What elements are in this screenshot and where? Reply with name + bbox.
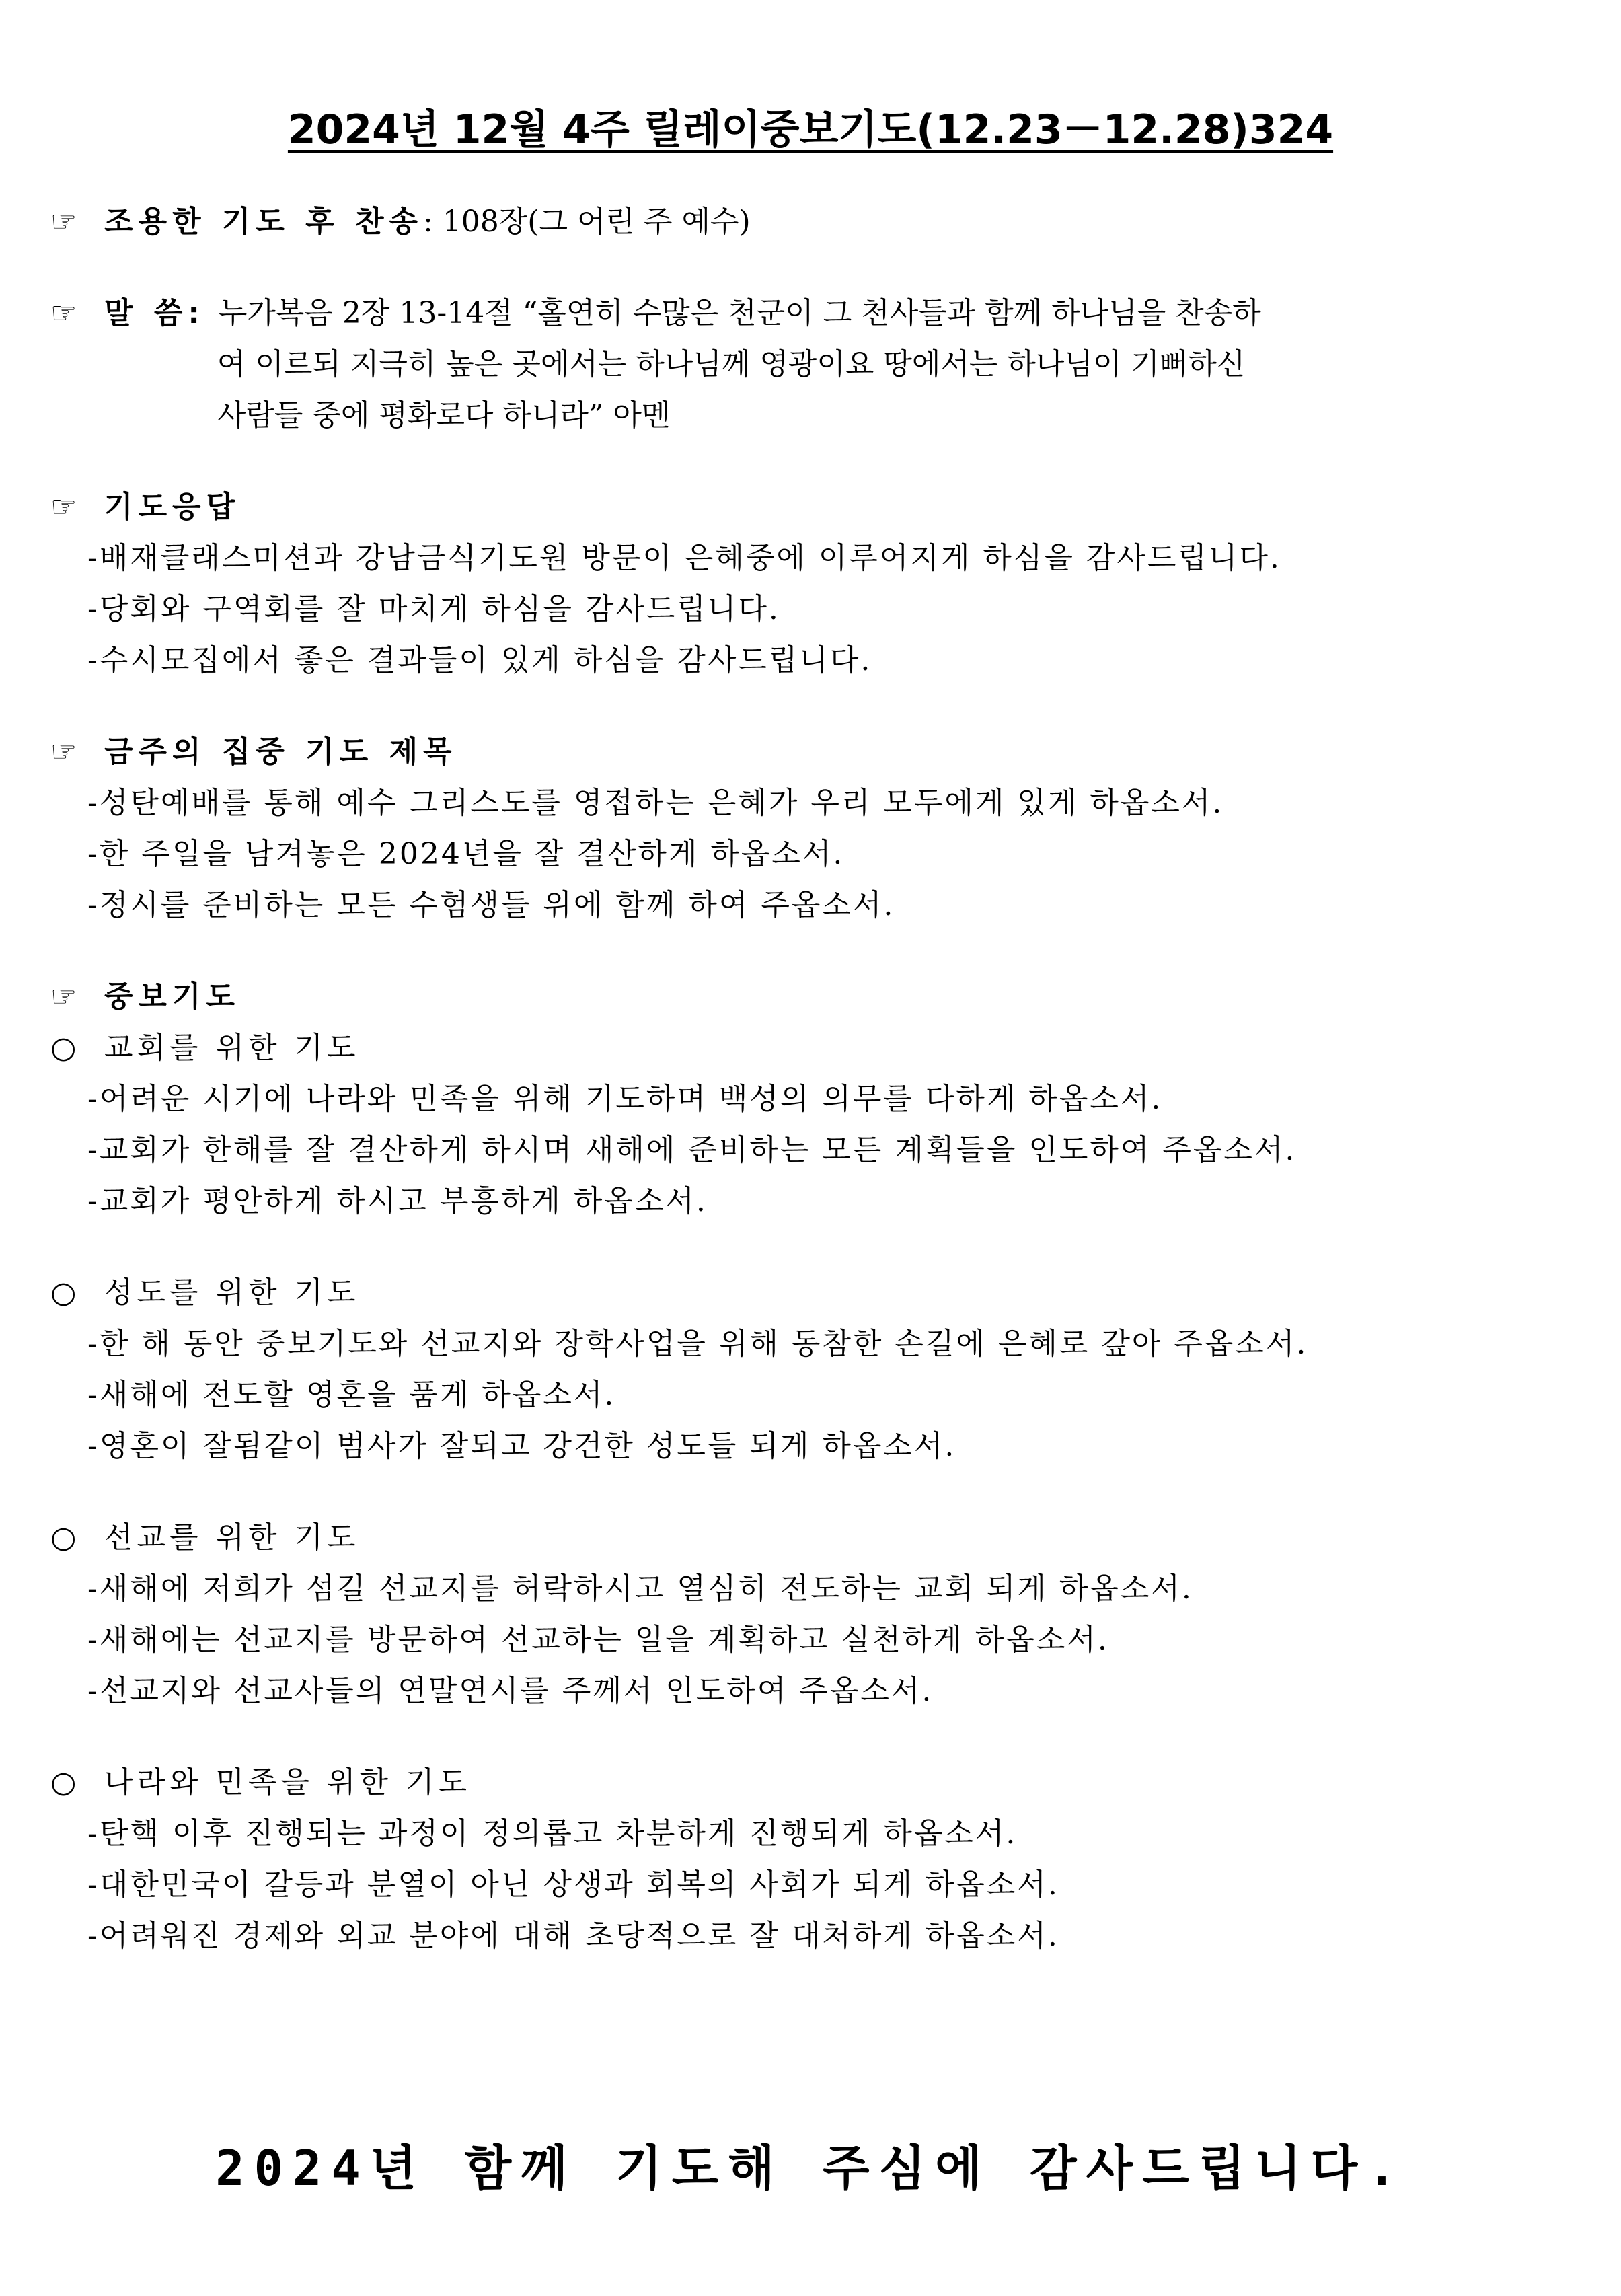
list-item: -수시모집에서 좋은 결과들이 있게 하심을 감사드립니다. [87,643,872,677]
list-item: -탄핵 이후 진행되는 과정이 정의롭고 차분하게 진행되게 하옵소서. [87,1816,1018,1851]
list-item: -어려워진 경제와 외교 분야에 대해 초당적으로 잘 대처하게 하옵소서. [87,1919,1059,1953]
circle-bullet-icon: ○ [50,1765,77,1800]
list-item: -영혼이 잘됨같이 범사가 잘되고 강건한 성도들 되게 하옵소서. [87,1429,956,1463]
list-item: -대한민국이 갈등과 분열이 아닌 상생과 회복의 사회가 되게 하옵소서. [87,1867,1059,1902]
circle-bullet-icon: ○ [50,1031,77,1065]
circle-bullet-icon: ○ [50,1275,77,1310]
list-item: -배재클래스미션과 강남금식기도원 방문이 은혜중에 이루어지게 하심을 감사드립니다. [87,541,1281,575]
list-item: -한 해 동안 중보기도와 선교지와 장학사업을 위해 동참한 손길에 은혜로 갚아 주옵소서. [87,1327,1308,1361]
pointing-hand-icon: ☞ [50,296,77,330]
scripture-line: 누가복음 2장 13-14절 “홀연히 수많은 천군이 그 천사들과 함께 하나님을 찬송하 [218,296,1261,330]
list-item: -한 주일을 남겨놓은 2024년을 잘 결산하게 하옵소서. [87,837,845,871]
saints-prayer-group [50,1267,1571,1472]
pointing-hand-icon: ☞ [50,490,77,524]
pointing-hand-icon: ☞ [50,205,77,239]
intercession-section [50,971,1571,1962]
answered-prayer-label: 기도응답 [104,490,241,524]
scripture-line: 여 이르되 지극히 높은 곳에서는 하나님께 영광이요 땅에서는 하나님이 기뻐하신 [217,347,1246,381]
list-item: -어려운 시기에 나라와 민족을 위해 기도하며 백성의 의무를 다하게 하옵소서. [87,1082,1163,1116]
focus-prayer-label: 금주의 집중 기도 제목 [104,735,457,769]
document-body [50,196,1571,2002]
intercession-label: 중보기도 [104,979,241,1014]
answered-prayer-section [50,482,1571,686]
mission-prayer-group [50,1512,1571,1717]
pointing-hand-icon: ☞ [50,735,77,769]
scripture-text [205,288,1261,441]
pointing-hand-icon: ☞ [50,979,77,1014]
hymn-label: 조용한 기도 후 찬송 [104,205,423,239]
list-item: -당회와 구역회를 잘 마치게 하심을 감사드립니다. [87,592,780,626]
scripture-label: 말 씀: [104,296,205,330]
hymn-section [50,196,1571,248]
nation-prayer-group [50,1757,1571,1962]
group-title: 나라와 민족을 위한 기도 [104,1765,471,1800]
group-title: 선교를 위한 기도 [104,1520,360,1555]
church-prayer-group [50,1023,1571,1227]
closing-message: 2024년 함께 기도해 주심에 감사드립니다. [215,2140,1406,2196]
page-title: 2024년 12월 4주 릴레이중보기도(12.23－12.28)324 [287,106,1334,153]
circle-bullet-icon: ○ [50,1520,77,1555]
focus-prayer-section [50,727,1571,931]
list-item: -새해에는 선교지를 방문하여 선교하는 일을 계획하고 실천하게 하옵소서. [87,1623,1109,1657]
list-item: -교회가 평안하게 하시고 부흥하게 하옵소서. [87,1184,708,1218]
list-item: -성탄예배를 통해 예수 그리스도를 영접하는 은혜가 우리 모두에게 있게 하옵소서. [87,786,1224,820]
list-item: -선교지와 선교사들의 연말연시를 주께서 인도하여 주옵소서. [87,1674,934,1708]
list-item: -교회가 한해를 잘 결산하게 하시며 새해에 준비하는 모든 계획들을 인도하여 주옵소서. [87,1133,1297,1167]
group-title: 교회를 위한 기도 [104,1031,360,1065]
group-title: 성도를 위한 기도 [104,1275,360,1310]
scripture-section [50,288,1571,441]
list-item: -새해에 저희가 섬길 선교지를 허락하시고 열심히 전도하는 교회 되게 하옵소서. [87,1571,1193,1606]
list-item: -정시를 준비하는 모든 수험생들 위에 함께 하여 주옵소서. [87,888,895,922]
scripture-line: 사람들 중에 평화로다 하니라” 아멘 [217,398,671,433]
hymn-text: : 108장(그 어린 주 예수) [423,205,751,239]
list-item: -새해에 전도할 영혼을 품게 하옵소서. [87,1378,616,1412]
